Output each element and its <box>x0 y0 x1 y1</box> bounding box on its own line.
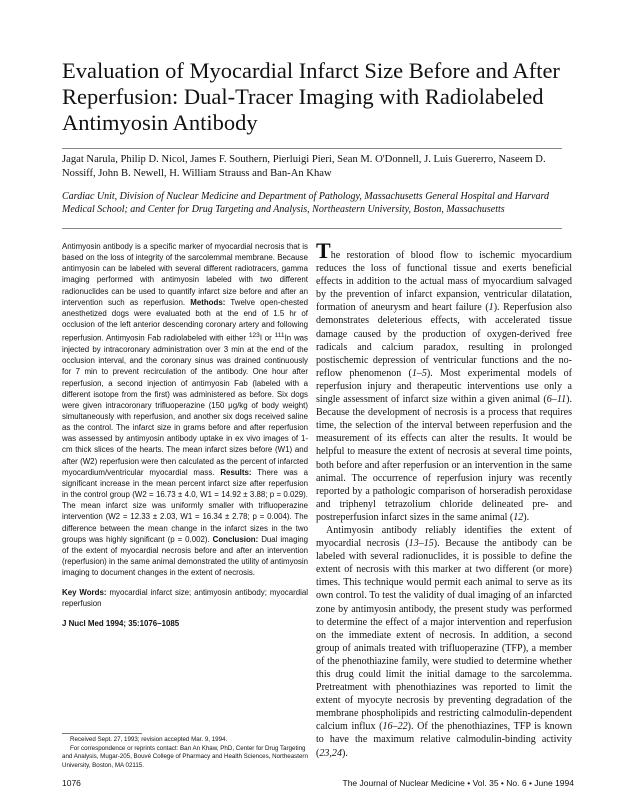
affiliation: Cardiac Unit, Division of Nuclear Medicine and Department of Pathology, Massachusetts General Hospital and Harvard Medical School; and Center for Drug Targeting and Analysis, Northeastern University, Boston, Massachusetts <box>62 191 549 215</box>
paragraph-text: Antimyosin antibody reliably identifies the extent of myocardial necrosis ( <box>316 524 572 550</box>
abstract <box>62 241 308 629</box>
footnote-divider <box>62 733 142 734</box>
isotope-1-mass: 123 <box>248 332 260 340</box>
running-title: The Journal of Nuclear Medicine • Vol. 35 • No. 6 • June 1994 <box>342 778 574 788</box>
methods-label: Methods: <box>190 297 226 307</box>
paragraph-text: ). Reperfusion also demonstrates deleterious effects, with accelerated tissue damage caused by the production of oxygen-derived free radicals and calcium paradox, resulting in prolonged postischemic depression of ventricular functions and the no-reflow phenomenon ( <box>316 302 573 379</box>
abstract-intro: Antimyosin antibody is a specific marker of myocardial necrosis that is based on the loss of integrity of the sarcolemmal membrane. Because antimyosin can be labeled with several different radiotracers, gamma imaging performed with antimyosin labeled with two different radionuclides can be used to quantify infarct size before and after an intervention such as reperfusion. <box>62 242 308 307</box>
isotope-2-mass: 111 <box>274 332 285 340</box>
reference: 23,24 <box>319 747 342 759</box>
page-number: 1076 <box>62 778 81 788</box>
conclusion-label: Conclusion: <box>212 534 259 544</box>
page-footer <box>62 778 574 790</box>
footnotes <box>62 736 308 770</box>
paragraph-text: ). Because the antibody can be labeled with several radionuclides, it is possible to define the extent of necrosis with this marker at two different (or more) times. This technique would permit each animal to serve as its own control. To test the validity of dual imaging of an infarcted zone by antimyosin antibody, the present study was performed to determine the effect of a major intervention and reperfusion on the immediate extent of necrosis. In addition, a second group of animals treated with trifluoperazine (TFP), a member of the phenothiazine family, were studied to determine whether this drug could limit the initial damage to the sarcolemma. Pretreatment with phenothiazines was reported to limit the extent of myocyte necrosis by preventing degradation of the membrane phospholipids and restricting calmodulin-dependent calcium influx ( <box>316 538 573 733</box>
journal-citation: J Nucl Med 1994; 35:1076–1085 <box>62 618 180 628</box>
keywords <box>62 587 308 609</box>
reference: 16–22 <box>382 721 408 733</box>
isotope-2-symbol: In <box>284 333 292 343</box>
paragraph-text: ). Because the development of necrosis is a process that requires time, the selection of the interval between reperfusion and the measurement of its effects can alter the results. It would be helpful to measure the extent of necrosis at several time points, both before and after reperfusion or an intervention in the same animal. The occurrence of reperfusion injury was recently reported by a pathologic comparison of horseradish peroxidase and triphenyl tetrazolium chloride delineated pre- and postreperfusion infarct sizes in the same animal ( <box>316 394 572 523</box>
reference: 12 <box>513 511 524 523</box>
reference: 1–5 <box>411 367 427 379</box>
paragraph-2 <box>316 524 572 760</box>
article-title: Evaluation of Myocardial Infarct Size Before and After Reperfusion: Dual-Tracer Imaging with Radiolabeled Antimyosin Antibody <box>62 58 560 135</box>
correspondence-note: For correspondence or reprints contact: Ban An Khaw, PhD, Center for Drug Targeting and Analysis, Mugar-205, Bouvé College of Pharmacy and Health Sciences, Northeastern University, Boston, MA 02115. <box>62 744 308 769</box>
conclusion-text: Dual imaging of the extent of myocardial necrosis before and after an intervention (reperfusion) in the same animal demonstrated the utility of antimyosin imaging to document changes in the extent of necrosis. <box>62 534 308 578</box>
isotope-1-symbol: I or <box>259 333 272 343</box>
paragraph-text: ). <box>341 747 348 759</box>
paragraph-1 <box>316 238 573 524</box>
paragraph-text: he restoration of blood flow to ischemic myocardium reduces the loss of functional tissue and exerts beneficial effects in addition to the actual mass of myocardium salvaged by the prevention of infarct expansion, ventricular dilatation, formation of aneurysm and heart failure ( <box>316 250 572 314</box>
methods-text-1: Twelve open-chested anesthetized dogs were evaluated both at the end of 1.5 hr of occlusion of the left anterior descending coronary artery and following reperfusion. Antimyosin Fab radiolabeled with either <box>62 297 308 343</box>
drop-cap: T <box>316 238 331 263</box>
abstract-body <box>62 241 308 578</box>
paragraph-text: ). <box>523 511 530 523</box>
title-divider <box>62 148 562 149</box>
paragraph-text: ). Most experimental models of reperfusion injury and therapeutic interventions use only a single assessment of infarct size within a given animal ( <box>316 367 572 406</box>
affiliation-divider <box>62 228 562 229</box>
keywords-text: myocardial infarct size; antimyosin antibody; myocardial reperfusion <box>62 588 308 609</box>
methods-text-2: was injected by intracoronary administration over 3 min at the end of the occlusion interval, and the coronary sinus was drained continuously for 7 min to prevent recirculation of the antibody. One hour after reperfusion, a second injection of antimyosin Fab (labeled with a different isotope from the first) was administered as before. Six dogs were given intracoronary trifluoperazine (150 μg/kg of body weight) simultaneously with reperfusion, and another six dogs received saline as the control. The infarct size in grams before and after reperfusion was assessed by antimyosin antibody uptake in ex vivo images of 1-cm thick slices of the hearts. The mean infarct sizes before (W1) and after (W2) reperfusion were then calculated as the percent of infarcted myocardium/ventricular myocardial mass. <box>62 333 308 477</box>
author-list: Jagat Narula, Philip D. Nicol, James F. Southern, Pierluigi Pieri, Sean M. O'Donnell, J. Luis Guererro, Naseem D. Nossiff, John B. Newell, H. William Strauss and Ban-An Khaw <box>62 154 546 179</box>
results-text: There was a significant increase in the mean percent infarct size after reperfusion in the control group (W2 = 16.73 ± 4.0, W1 = 14.92 ± 3.88; p = 0.029). The mean infarct size was uniformly smaller with trifluoperazine intervention (W2 = 12.33 ± 2.03, W1 = 16.34 ± 2.78; p = 0.004). The difference between the mean change in the infarct sizes in the two groups was highly significant (p = 0.002). <box>62 467 308 544</box>
results-label: Results: <box>220 467 252 477</box>
keywords-label: Key Words: <box>62 588 107 598</box>
reference: 6–11 <box>546 394 567 406</box>
received-note: Received Sept. 27, 1993; revision accepted Mar. 9, 1994. <box>70 736 228 743</box>
reference: 1 <box>488 302 494 314</box>
paragraph-text: ). Of the phenothiazines, TFP is known to have the maximum relative calmodulin-binding activity ( <box>316 721 572 759</box>
body-text <box>316 238 573 760</box>
reference: 13–15 <box>408 538 434 550</box>
